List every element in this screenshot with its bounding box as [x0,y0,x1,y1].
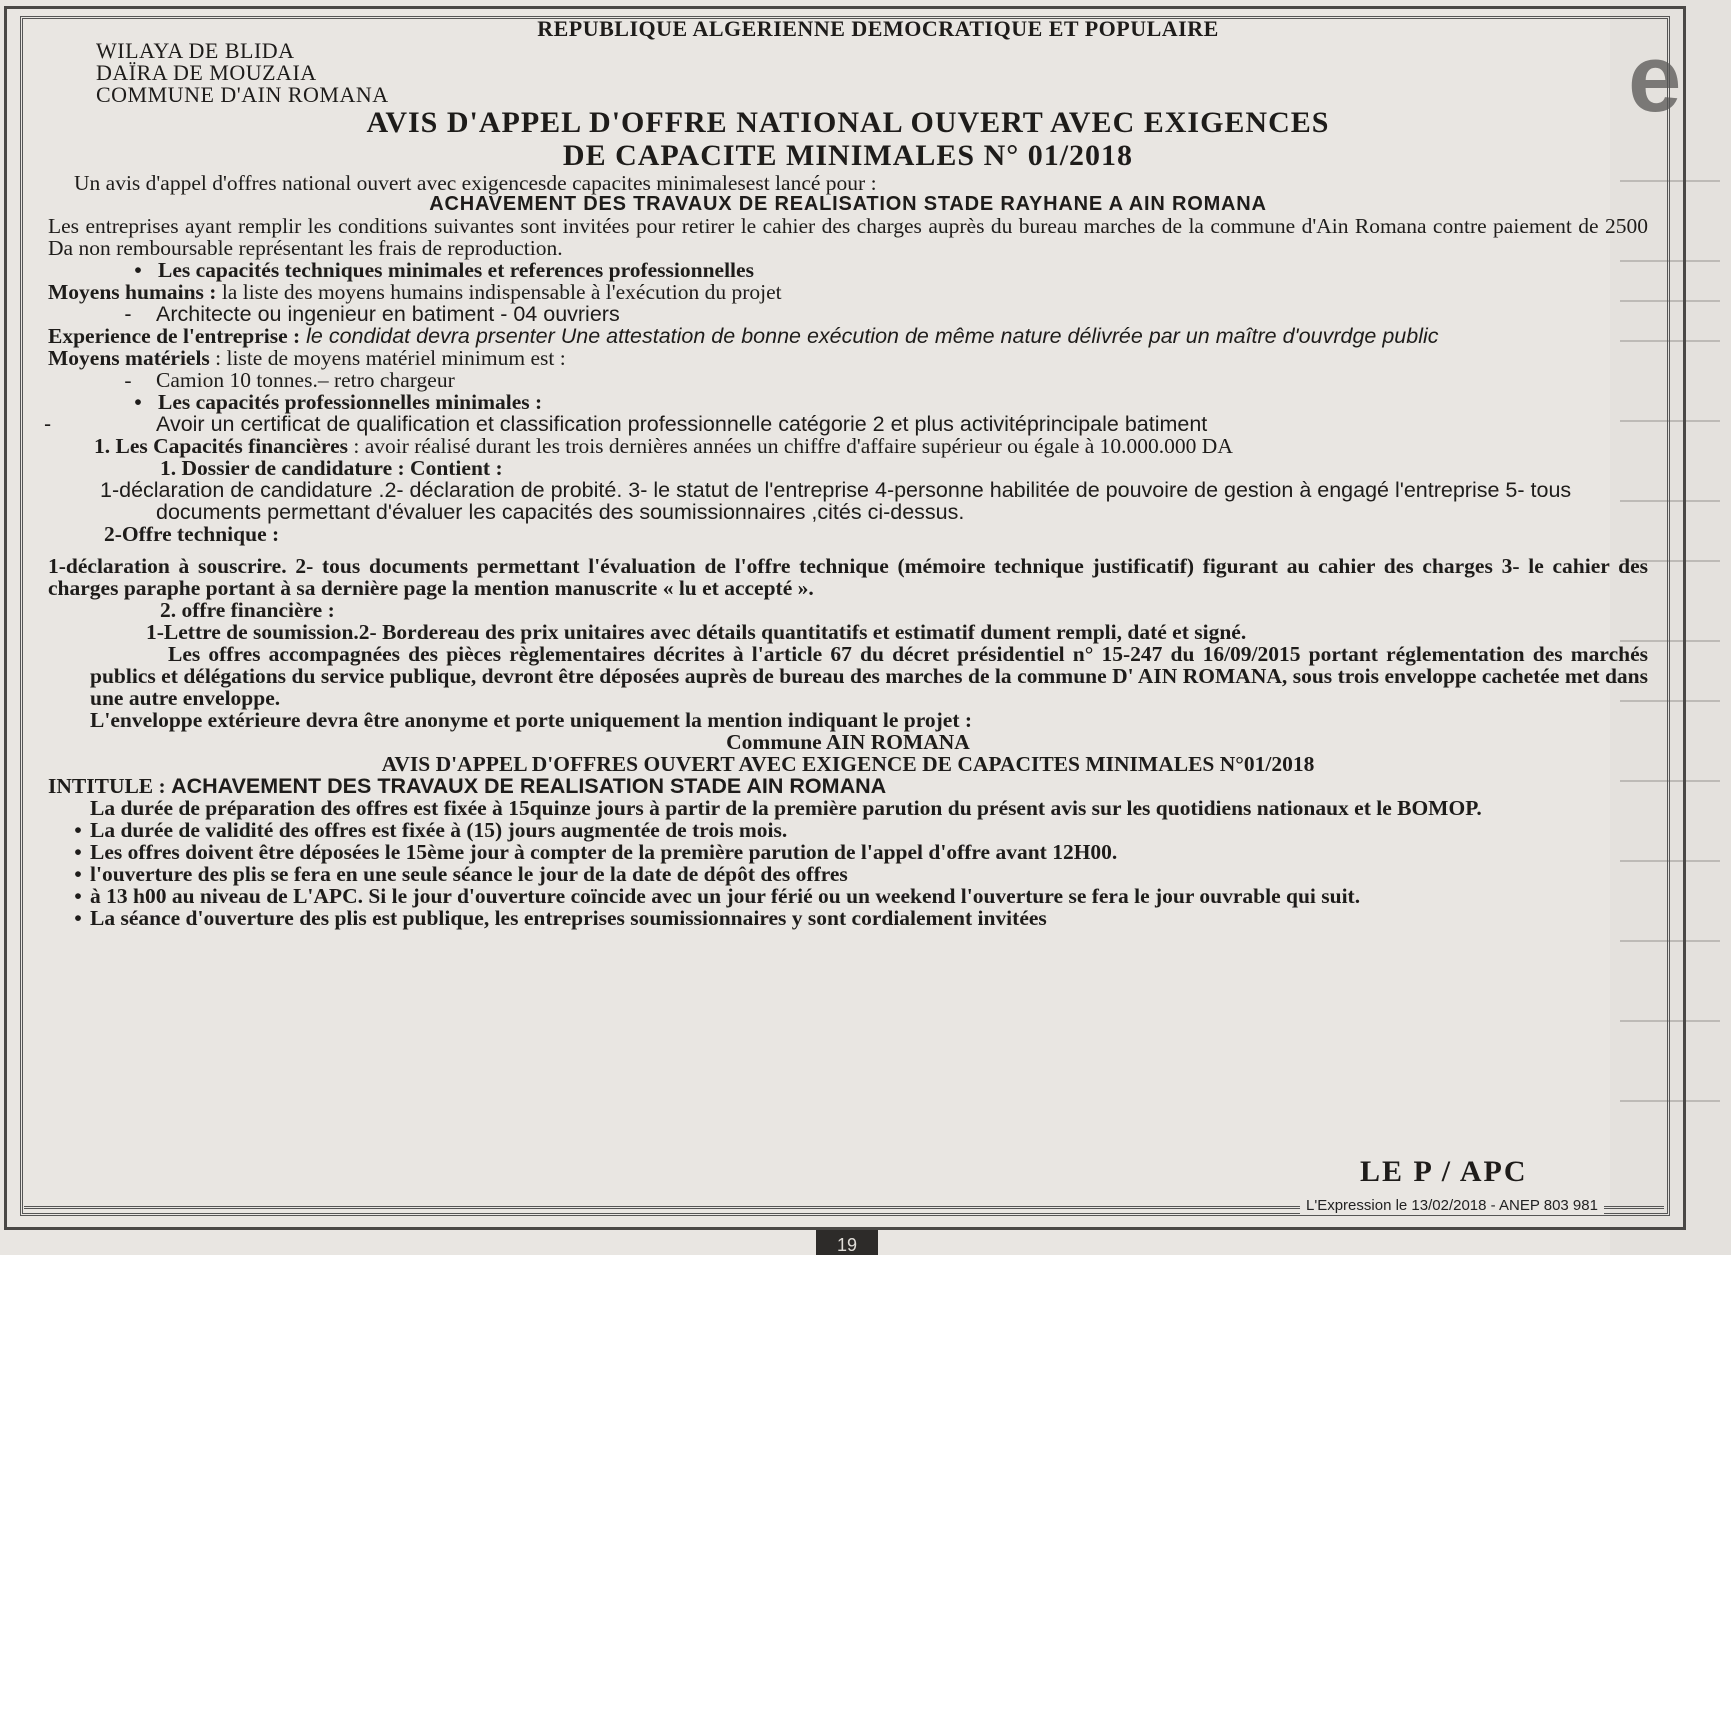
opening-session: • l'ouverture des plis se fera en une seule séance le jour de la date de dépôt des offres [48,863,1648,885]
human-resources-line [48,281,1648,303]
republic-header: REPUBLIQUE ALGERIENNE DEMOCRATIQUE ET POPULAIRE [537,16,1219,41]
envelope-title-label: INTITULE : [48,774,172,798]
financial-offer-text: 1-Lettre de soumission.2- Bordereau des prix unitaires avec détails quantitatifs et estimatif dument rempli, daté et signé. [146,620,1247,644]
public-session: • La séance d'ouverture des plis est publique, les entreprises soumissionnaires y sont cordialement invitées [48,907,1648,929]
human-resources-item: - Architecte ou ingenieur en batiment - 04 ouvriers [48,303,1648,325]
material-resources-line [48,347,1648,369]
submission-paragraph: Les offres accompagnées des pièces règlementaires décrites à l'article 67 du décret présidentiel n° 15-247 du 16/09/2015 portant réglementation des marchés publics et délégations du service publique, devront être déposées auprès de bureau des marches de la commune D' AIN ROMANA, sous trois enveloppe cachetée met dans une autre enveloppe. [90,642,1648,710]
envelope-instruction: L'enveloppe extérieure devra être anonyme et porte uniquement la mention indiquant le projet : [90,708,973,732]
professional-capacities-heading: • Les capacités professionnelles minimales : [48,391,1648,413]
envelope-title [48,775,1648,797]
human-resources-text: la liste des moyens humains indispensable à l'exécution du projet [216,280,782,304]
envelope-notice: AVIS D'APPEL D'OFFRES OUVERT AVEC EXIGENCE DE CAPACITES MINIMALES N°01/2018 [381,752,1315,776]
material-resources-text: : liste de moyens matériel minimum est : [209,346,566,370]
candidature-heading: 1. Dossier de candidature : Contient : [160,456,503,480]
tender-notice [44,16,1648,930]
commune-line: COMMUNE D'AIN ROMANA [96,82,389,107]
material-resources-label: Moyens matériels [48,346,210,370]
technical-capacities-heading: • Les capacités techniques minimales et references professionnelles [48,259,1648,281]
financial-capacities [48,435,1648,457]
adjacent-logo-fragment: e [1628,25,1678,132]
deposit-deadline: • Les offres doivent être déposées le 15ème jour à compter de la première parution de l'appel d'offre avant 12H00. [48,841,1648,863]
professional-capacities-item: - Avoir un certificat de qualification et classification professionnelle catégorie 2 et plus activitéprincipale batiment [44,412,1208,436]
intro-sentence: Un avis d'appel d'offres national ouvert avec exigencesde capacites minimalesest lancé pour : [74,171,877,195]
candidature-text: 1-déclaration de candidature .2- déclaration de probité. 3- le statut de l'entreprise 4-personne habilitée de pouvoire de gestion à engagé l'entreprise 5- tous documents permettant d'évaluer les capacités des soumissionnaires ,cités ci-dessus. [100,478,1572,524]
technical-offer-heading: 2-Offre technique : [104,522,280,546]
financial-capacities-text: : avoir réalisé durant les trois dernières années un chiffre d'affaire supérieur ou égale à 10.000.000 DA [348,434,1233,458]
financial-offer-heading: 2. offre financière : [160,598,335,622]
experience-text: le condidat devra prsenter Une attestation de bonne exécution de même nature délivrée par un maître d'ouvrdge public [300,324,1439,348]
experience-paragraph [48,325,1648,347]
preparation-delay: La durée de préparation des offres est fixée à 15quinze jours à partir de la première parution du présent avis sur les quotidiens nationaux et le BOMOP. [90,796,1482,820]
validity-delay: • La durée de validité des offres est fixée à (15) jours augmentée de trois mois. [48,819,1648,841]
notice-title-line1: AVIS D'APPEL D'OFFRE NATIONAL OUVERT AVEC EXIGENCES [366,106,1330,139]
experience-label: Experience de l'entreprise : [48,324,301,348]
human-resources-label: Moyens humains : [48,280,217,304]
envelope-commune: Commune AIN ROMANA [726,730,970,754]
technical-offer-text: 1-déclaration à souscrire. 2- tous documents permettant l'évaluation de l'offre technique (mémoire technique justificatif) figurant au cahier des charges 3- le cahier des charges paraphe portant à sa dernière page la mention manuscrite « lu et accepté ». [48,554,1648,600]
wilaya-line: WILAYA DE BLIDA [96,38,295,63]
conditions-paragraph: Les entreprises ayant remplir les conditions suivantes sont invitées pour retirer le cahier des charges auprès du bureau marches de la commune d'Ain Romana contre paiement de 2500 Da non remboursable représentant les frais de reproduction. [48,214,1648,260]
financial-capacities-label: 1. Les Capacités financières [94,434,348,458]
opening-time: • à 13 h00 au niveau de L'APC. Si le jour d'ouverture coïncide avec un jour férié ou un weekend l'ouverture se fera le jour ouvrable qui suit. [48,885,1648,907]
material-resources-item: - Camion 10 tonnes.– retro chargeur [48,369,1648,391]
signature: LE P / APC [1360,1155,1528,1188]
envelope-title-text: ACHAVEMENT DES TRAVAUX DE REALISATION STADE AIN ROMANA [171,774,887,798]
professional-capacities-text: Avoir un certificat de qualification et classification professionnelle catégorie 2 et plus activitéprincipale batiment [156,412,1208,436]
project-name: ACHAVEMENT DES TRAVAUX DE REALISATION STADE RAYHANE A AIN ROMANA [429,193,1267,215]
daira-line: DAÏRA DE MOUZAIA [96,60,317,85]
notice-title-line2: DE CAPACITE MINIMALES N° 01/2018 [562,139,1134,172]
page-number: 19 [816,1230,878,1255]
publication-source: L'Expression le 13/02/2018 - ANEP 803 981 [1300,1197,1604,1214]
